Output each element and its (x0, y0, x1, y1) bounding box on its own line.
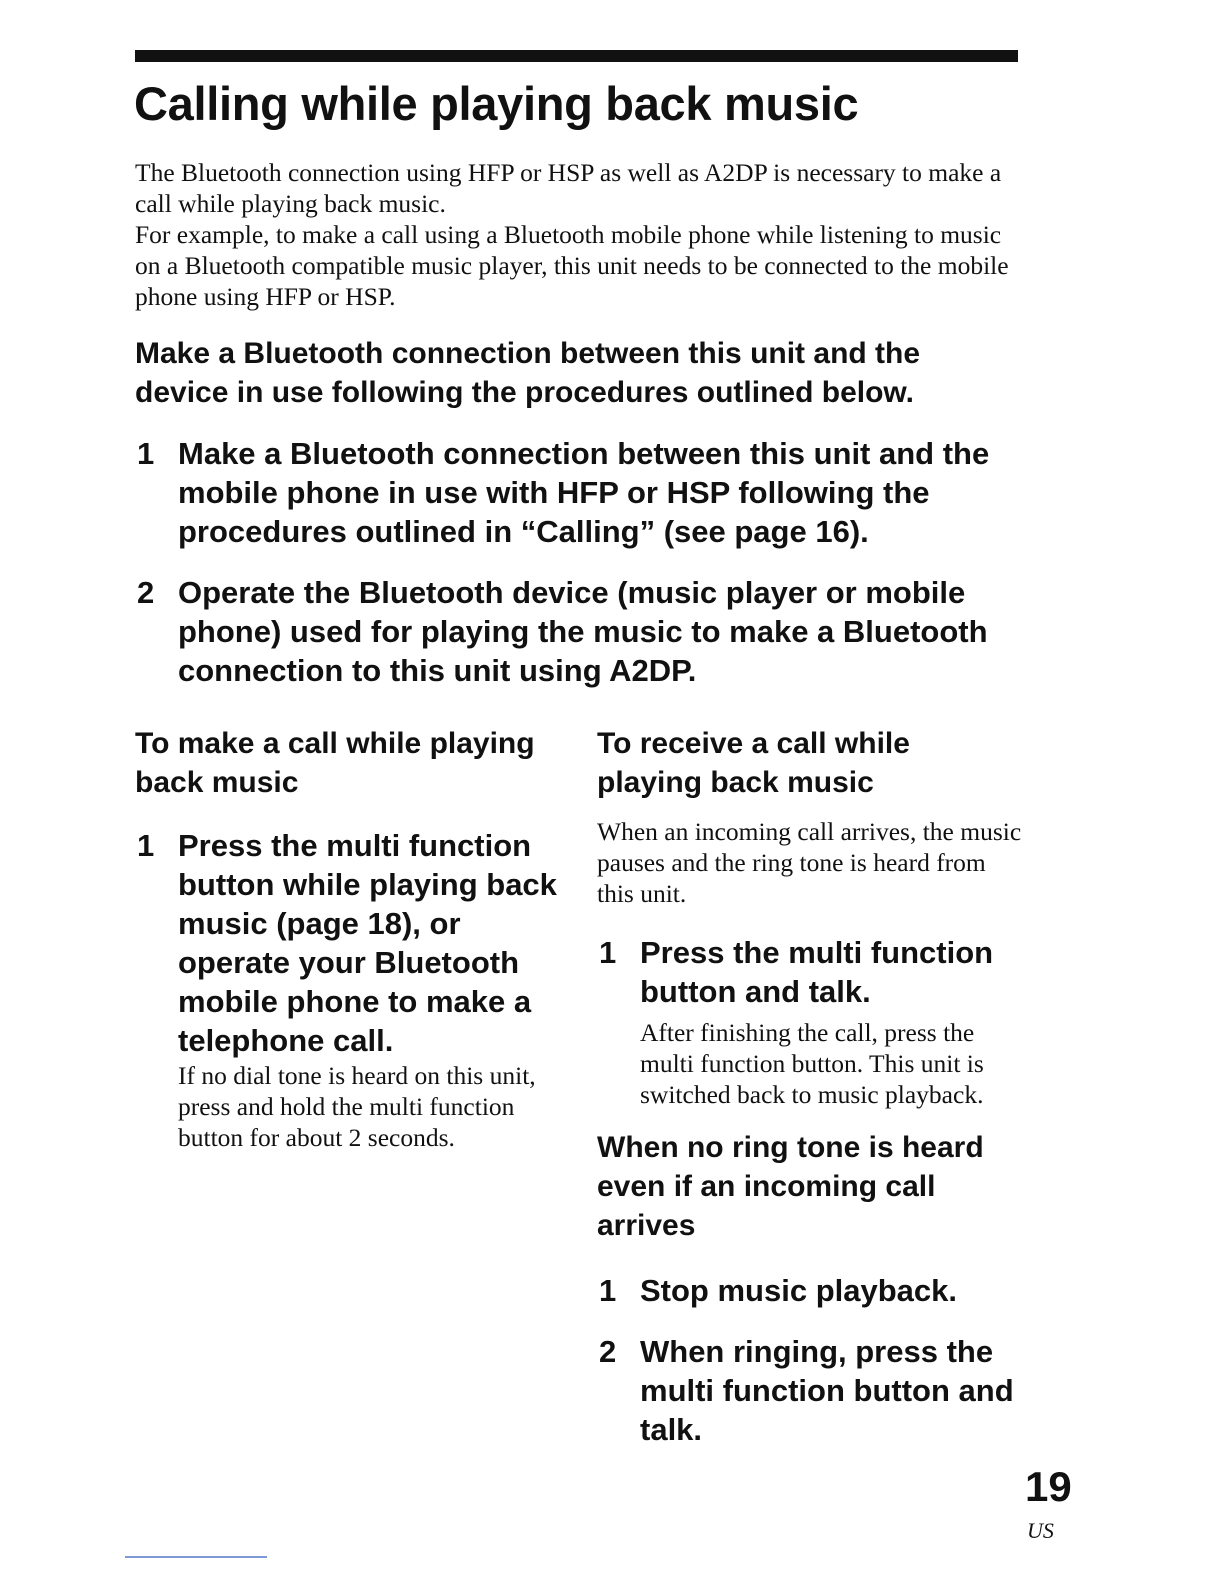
no-ring-step-2 (597, 1332, 1022, 1449)
step-text: Operate the Bluetooth device (music player or mobile phone) used for playing the music to make a Bluetooth connection to this unit using A2DP. (178, 575, 988, 688)
intro-text (135, 157, 1015, 312)
step-note: If no dial tone is heard on this unit, press and hold the multi function button for about 2 seconds. (178, 1061, 536, 1152)
main-steps (135, 434, 1015, 712)
receive-call-description: When an incoming call arrives, the music pauses and the ring tone is heard from this unit. (597, 817, 1022, 908)
step-text: When ringing, press the multi function button and talk. (640, 1334, 1014, 1447)
step-number: 1 (599, 1273, 617, 1308)
main-step-2 (135, 573, 1015, 690)
no-ring-heading: When no ring tone is heard even if an incoming call arrives (597, 1131, 984, 1242)
header-rule (135, 50, 1018, 62)
receive-call-step-1 (597, 933, 1022, 1110)
no-ring-step-1 (597, 1271, 1022, 1310)
step-number: 2 (599, 1334, 617, 1369)
step-text: Stop music playback. (640, 1273, 957, 1308)
lead-instruction: Make a Bluetooth connection between this unit and the device in use following the procedures outlined below. (135, 337, 921, 409)
step-number: 1 (599, 935, 617, 970)
step-note: After finishing the call, press the multi function button. This unit is switched back to music playback. (640, 1018, 984, 1109)
main-step-1 (135, 434, 1015, 551)
step-number: 1 (137, 436, 155, 471)
page-title: Calling while playing back music (134, 77, 859, 130)
page-region-code: US (1027, 1518, 1054, 1543)
page-number: 19 (1025, 1463, 1072, 1510)
intro-paragraph-1: The Bluetooth connection using HFP or HSP as well as A2DP is necessary to make a call while playing back music. (135, 158, 1002, 218)
step-number: 1 (137, 828, 155, 863)
step-number: 2 (137, 575, 155, 610)
step-text: Press the multi function button while playing back music (page 18), or operate your Bluetooth mobile phone to make a telephone call. (178, 828, 557, 1058)
receive-call-heading: To receive a call while playing back music (597, 727, 910, 799)
make-call-section (135, 724, 565, 1153)
receive-call-section (597, 724, 1022, 1449)
footer-line (125, 1556, 267, 1558)
make-call-step-1 (135, 826, 565, 1153)
intro-paragraph-2: For example, to make a call using a Bluetooth mobile phone while listening to music on a Bluetooth compatible music player, this unit needs to be connected to the mobile phone using HFP or HSP. (135, 220, 1009, 311)
step-text: Make a Bluetooth connection between this unit and the mobile phone in use with HFP or HSP following the procedures outlined in “Calling” (see page 16). (178, 436, 990, 549)
make-call-heading: To make a call while playing back music (135, 727, 535, 799)
step-text: Press the multi function button and talk. (640, 935, 994, 1009)
